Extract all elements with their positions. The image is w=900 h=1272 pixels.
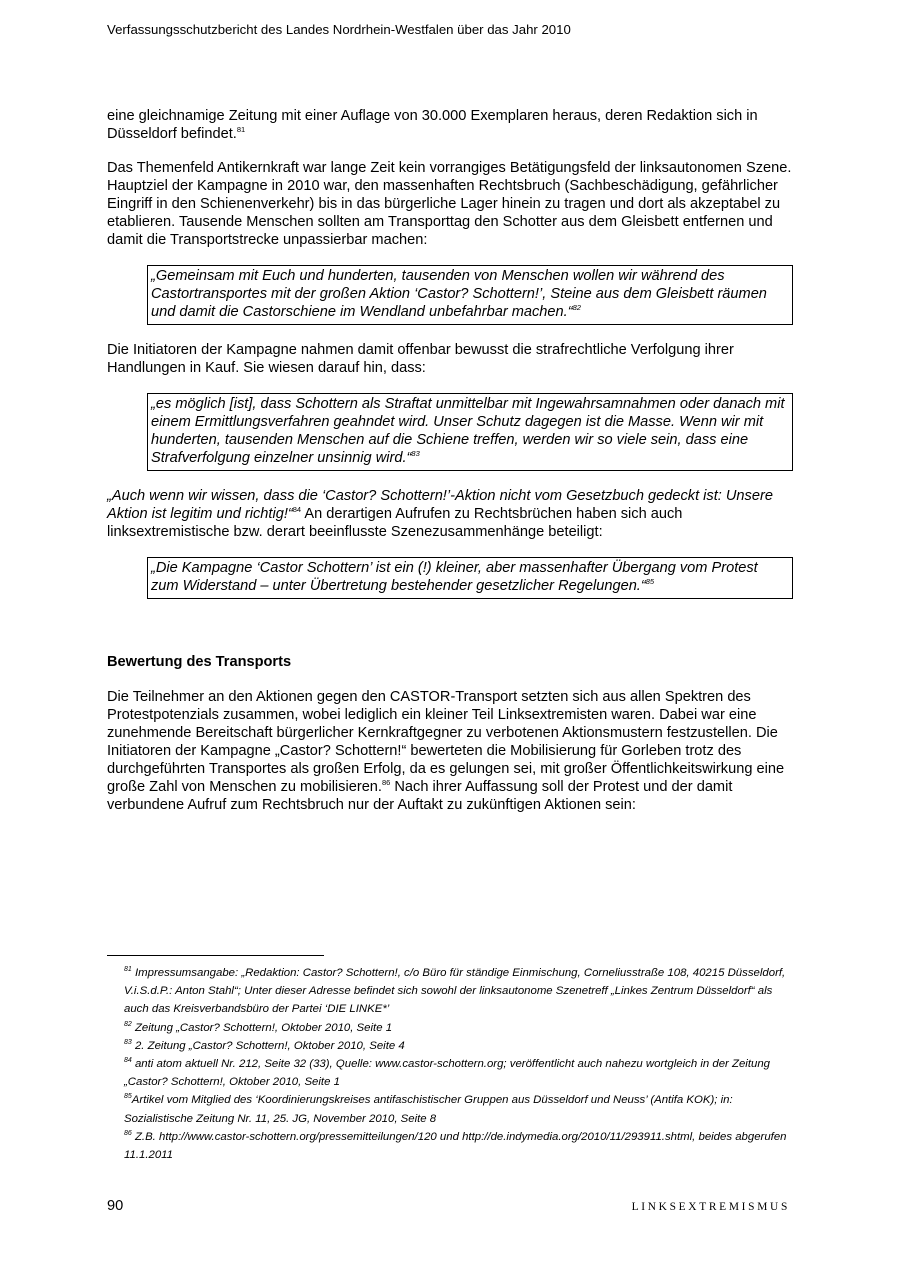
footnote-ref: 83 xyxy=(411,449,420,458)
footnote xyxy=(124,964,792,1019)
footnote-number: 81 xyxy=(124,966,132,973)
footnote-ref: 85 xyxy=(645,577,655,586)
paragraph: Das Themenfeld Antikernkraft war lange Zeit kein vorrangiges Betätigungsfeld der linksautonomen Szene. Hauptziel der Kampagne in 2010 war, den massenhaften Rechtsbruch (Sachbeschädigung, gefährlicher Eingriff in den Schienenverkehr) bis in das bürgerliche Lager hinein zu tragen und dort als akzeptabel zu etablieren. Tausende Menschen sollten am Transporttag den Schotter aus dem Gleisbett entfernen und damit die Transportstrecke unpassierbar machen: xyxy=(107,160,792,248)
main-text xyxy=(107,107,793,830)
footnote xyxy=(124,1055,792,1091)
quote-text: „es möglich [ist], dass Schottern als Straftat unmittelbar mit Ingewahrsamnahmen oder danach mit einem Ermittlungsverfahren geahndet wird. Unser Schutz dagegen ist die Masse. Wenn wir mit hunderten, tausenden Menschen auf die Schiene treffen, werden wir so viele sein, dass eine Strafverfolgung einzelner unsinnig wird.“ xyxy=(151,396,785,466)
paragraph xyxy=(107,107,793,143)
paragraph: Die Initiatoren der Kampagne nahmen damit offenbar bewusst die strafrechtliche Verfolgung ihrer Handlungen in Kauf. Sie wiesen darauf hin, dass: xyxy=(107,342,734,376)
paragraph xyxy=(107,487,793,541)
footnotes xyxy=(124,964,792,1164)
footnote-divider xyxy=(107,955,324,956)
footnote-text: Artikel vom Mitglied des ‘Koordinierungskreises antifaschistischer Gruppen aus Düsseldorf und Neuss’ (Antifa KOK); in: Sozialistische Zeitung Nr. 11, 25. JG, November 2010, Seite 8 xyxy=(124,1094,733,1125)
footnote-ref: 82 xyxy=(572,303,581,312)
paragraph-text: An derartigen Aufrufen zu Rechtsbrüchen haben sich auch linksextremistische bzw. derart beeinflusste Szenezusammenhänge beteiligt: xyxy=(107,506,683,540)
quote-text: „Die Kampagne ‘Castor Schottern’ ist ein (!) kleiner, aber massenhafter Übergang vom Protest zum Widerstand – unter Übertretung bestehender gesetzlicher Regelungen.“ xyxy=(151,560,758,594)
inline-quote: „Auch wenn wir wissen, dass die ‘Castor? Schottern!’-Aktion nicht vom Gesetzbuch gedeckt ist: Unsere Aktion ist legitim und richtig!“ xyxy=(107,488,773,522)
paragraph-text: Nach ihrer Auffassung soll der Protest und der damit verbundene Aufruf zum Rechtsbruch nur der Auftakt zu zukünftigen Aktionen sein: xyxy=(107,779,733,813)
footnote-text: Z.B. http://www.castor-schottern.org/pressemitteilungen/120 und http://de.indymedia.org/2010/11/293911.shtml, beides abgerufen 11.1.2011 xyxy=(124,1130,787,1162)
footnote-text: anti atom aktuell Nr. 212, Seite 32 (33), Quelle: www.castor-schottern.org; veröffentlicht auch nahezu wortgleich in der Zeitung „Castor? Schottern!, Oktober 2010, Seite 1 xyxy=(124,1058,770,1089)
quote-box xyxy=(147,265,793,325)
quote-text: „Gemeinsam mit Euch und hunderten, tausenden von Menschen wollen wir während des Castortransportes mit der großen Aktion ‘Castor? Schottern!’, Steine aus dem Gleisbett räumen und damit die Castorschiene im Wendland unbefahrbar machen.“ xyxy=(151,268,767,320)
running-title: LINKSEXTREMISMUS xyxy=(631,1201,790,1213)
page-number: 90 xyxy=(107,1198,124,1214)
paragraph-text: Die Teilnehmer an den Aktionen gegen den CASTOR-Transport setzten sich aus allen Spektren des Protestpotenzials zusammen, wobei lediglich ein kleiner Teil Linksextremisten waren. Dabei war eine zunehmende Bereitschaft bürgerlicher Kernkraftgegner zu verbotenen Aktionsmustern festzustellen. Die Initiatoren der Kampagne „Castor? Schottern!“ bewerteten die Mobilisierung für Gorleben trotz des durchgeführten Transportes als großen Erfolg, da es gelungen sei, mit großer Öffentlichkeitswirkung eine große Zahl von Menschen zu mobilisieren. xyxy=(107,689,785,795)
footnote-text: Impressumsangabe: „Redaktion: Castor? Schottern!, c/o Büro für ständige Einmischung, Corneliusstraße 108, 40215 Düsseldorf, V.i.S.d.P.: Anton Stahl“; Unter dieser Adresse befindet sich sowohl der linksautonome Szenetreff „Linkes Zentrum Düsseldorf“ als auch das Kreisverbandsbüro der Partei ‘DIE LINKE*’ xyxy=(124,967,786,1016)
quote-box xyxy=(147,393,793,471)
paragraph-text: eine gleichnamige Zeitung mit einer Auflage von 30.000 Exemplaren heraus, deren Redaktion sich in Düsseldorf befindet. xyxy=(107,108,758,142)
page-header: Verfassungsschutzbericht des Landes Nordrhein-Westfalen über das Jahr 2010 xyxy=(107,22,571,37)
footnote-number: 85 xyxy=(124,1093,132,1101)
footnote-number: 86 xyxy=(124,1129,132,1137)
footnote-ref: 84 xyxy=(292,505,302,514)
footnote xyxy=(124,1128,792,1164)
footnote xyxy=(124,1091,792,1127)
footnote-text: 2. Zeitung „Castor? Schottern!, Oktober 2010, Seite 4 xyxy=(131,1039,405,1052)
footnote-text: Zeitung „Castor? Schottern!, Oktober 2010, Seite 1 xyxy=(131,1021,393,1034)
footnote-number: 82 xyxy=(124,1020,132,1028)
footnote-ref: 81 xyxy=(236,125,246,134)
footnote xyxy=(124,1037,792,1055)
footnote-number: 83 xyxy=(124,1038,132,1046)
footnote-ref: 86 xyxy=(381,778,391,787)
paragraph xyxy=(107,688,793,814)
footnote-number: 84 xyxy=(124,1057,132,1065)
section-heading: Bewertung des Transports xyxy=(107,654,292,670)
footnote xyxy=(124,1019,792,1037)
quote-box xyxy=(147,557,793,599)
